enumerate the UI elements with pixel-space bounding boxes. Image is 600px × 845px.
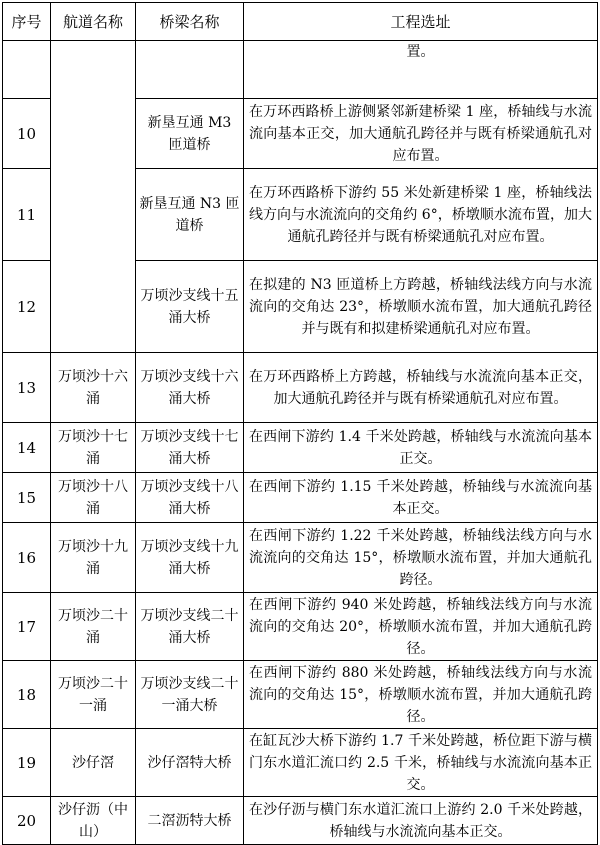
site-cell: 在缸瓦沙大桥下游约 1.7 千米处跨越，桥位距下游与横门东水道汇流口约 2.5 千米，桥轴线与水流流向基本正交。 xyxy=(244,729,598,797)
table-header-row xyxy=(3,3,598,41)
site-cell: 在拟建的 N3 匝道桥上方跨越，桥轴线法线方向与水流流向的交角达 23°，桥墩顺水流布置，加大通航孔跨径并与既有和拟建桥梁通航孔对应布置。 xyxy=(244,261,598,353)
channel-cell: 万顷沙十七涌 xyxy=(51,423,136,473)
bridge-cell: 二滘沥特大桥 xyxy=(136,797,244,845)
channel-cell: 万顷沙二十一涌 xyxy=(51,661,136,729)
bridge-cell xyxy=(136,41,244,99)
header-site: 工程选址 xyxy=(244,3,598,41)
channel-cell xyxy=(51,41,136,353)
seq-cell: 19 xyxy=(3,729,51,797)
site-cell: 在沙仔沥与横门东水道汇流口上游约 2.0 千米处跨越，桥轴线与水流流向基本正交。 xyxy=(244,797,598,845)
table-row xyxy=(3,523,598,593)
seq-cell: 13 xyxy=(3,353,51,423)
site-cell: 在西闸下游约 1.4 千米处跨越，桥轴线与水流流向基本正交。 xyxy=(244,423,598,473)
site-cell: 在西闸下游约 1.22 千米处跨越，桥轴线法线方向与水流流向的交角达 15°，桥墩顺水流布置，并加大通航孔跨径。 xyxy=(244,523,598,593)
site-cell: 在西闸下游约 880 米处跨越，桥轴线法线方向与水流流向的交角达 15°，桥墩顺水流布置，并加大通航孔跨径。 xyxy=(244,661,598,729)
seq-cell: 14 xyxy=(3,423,51,473)
channel-cell: 万顷沙二十涌 xyxy=(51,593,136,661)
bridge-cell: 万顷沙支线二十涌大桥 xyxy=(136,593,244,661)
bridge-cell: 万顷沙支线十九涌大桥 xyxy=(136,523,244,593)
bridge-cell: 万顷沙支线十八涌大桥 xyxy=(136,473,244,523)
site-cell: 在万环西路桥下游约 55 米处新建桥梁 1 座，桥轴线法线方向与水流流向的交角约 6°，桥墩顺水流布置，加大通航孔跨径并与既有桥梁通航孔对应布置。 xyxy=(244,169,598,261)
table-row xyxy=(3,593,598,661)
seq-cell: 10 xyxy=(3,99,51,169)
header-channel: 航道名称 xyxy=(51,3,136,41)
table-row xyxy=(3,41,598,99)
table-row xyxy=(3,353,598,423)
header-seq: 序号 xyxy=(3,3,51,41)
bridge-cell: 万顷沙支线二十一涌大桥 xyxy=(136,661,244,729)
table-row xyxy=(3,473,598,523)
bridge-cell: 万顷沙支线十六涌大桥 xyxy=(136,353,244,423)
table-row xyxy=(3,797,598,845)
channel-cell: 万顷沙十六涌 xyxy=(51,353,136,423)
seq-cell: 11 xyxy=(3,169,51,261)
seq-cell: 16 xyxy=(3,523,51,593)
channel-cell: 沙仔沥（中山） xyxy=(51,797,136,845)
site-cell: 在西闸下游约 940 米处跨越，桥轴线法线方向与水流流向的交角达 20°，桥墩顺水流布置，并加大通航孔跨径。 xyxy=(244,593,598,661)
seq-cell: 12 xyxy=(3,261,51,353)
table-row xyxy=(3,661,598,729)
site-cell: 在万环西路桥上游侧紧邻新建桥梁 1 座，桥轴线与水流流向基本正交，加大通航孔跨径并与既有桥梁通航孔对应布置。 xyxy=(244,99,598,169)
site-cell: 在万环西路桥上方跨越，桥轴线与水流流向基本正交，加大通航孔跨径并与既有桥梁通航孔对应布置。 xyxy=(244,353,598,423)
channel-cell: 沙仔滘 xyxy=(51,729,136,797)
bridge-cell: 万顷沙支线十七涌大桥 xyxy=(136,423,244,473)
site-cell: 置。 xyxy=(244,41,598,99)
seq-cell xyxy=(3,41,51,99)
site-cell: 在西闸下游约 1.15 千米处跨越，桥轴线与水流流向基本正交。 xyxy=(244,473,598,523)
channel-cell: 万顷沙十九涌 xyxy=(51,523,136,593)
channel-cell: 万顷沙十八涌 xyxy=(51,473,136,523)
seq-cell: 17 xyxy=(3,593,51,661)
bridge-site-table xyxy=(2,2,598,845)
seq-cell: 20 xyxy=(3,797,51,845)
table-row xyxy=(3,729,598,797)
bridge-cell: 新垦互通 N3 匝道桥 xyxy=(136,169,244,261)
seq-cell: 18 xyxy=(3,661,51,729)
seq-cell: 15 xyxy=(3,473,51,523)
table-row xyxy=(3,423,598,473)
bridge-cell: 万顷沙支线十五涌大桥 xyxy=(136,261,244,353)
bridge-cell: 新垦互通 M3 匝道桥 xyxy=(136,99,244,169)
header-bridge: 桥梁名称 xyxy=(136,3,244,41)
bridge-cell: 沙仔滘特大桥 xyxy=(136,729,244,797)
